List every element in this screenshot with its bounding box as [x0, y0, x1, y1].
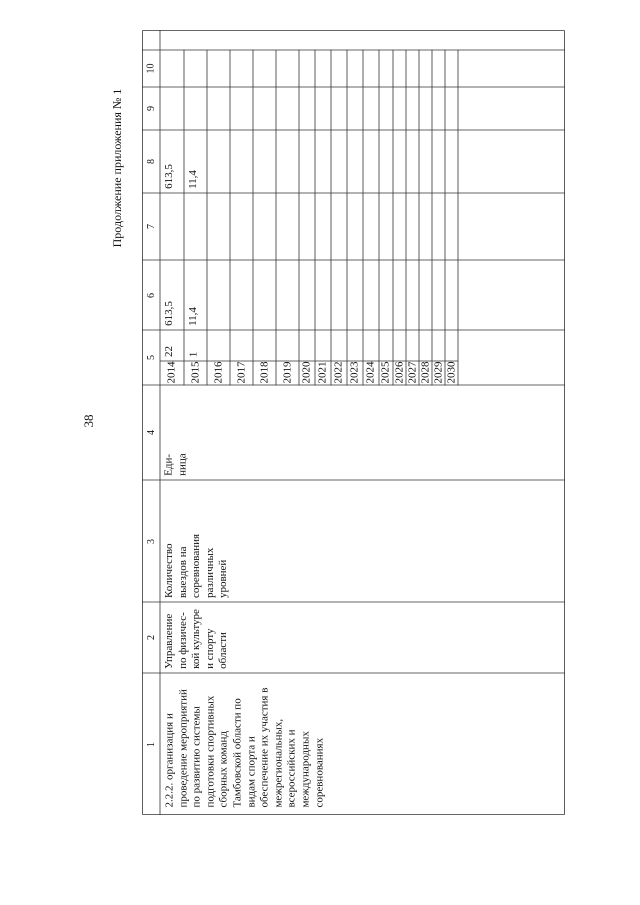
- year-2014: 2014: [165, 361, 178, 383]
- unit-of-measure-line: Еди-: [162, 453, 175, 476]
- column-number-6: 6: [145, 292, 157, 298]
- activity-description-line: сборных команд: [217, 730, 230, 808]
- year-2019: 2019: [281, 361, 293, 383]
- indicator-name-line: Количество: [163, 543, 176, 599]
- column-number-8: 8: [145, 159, 157, 164]
- activity-description-line: по развитию системы: [190, 705, 203, 808]
- year-2025: 2025: [379, 361, 392, 383]
- year-2021: 2021: [316, 361, 329, 383]
- year-2016: 2016: [212, 361, 224, 383]
- indicator-name-line: соревнования: [190, 533, 203, 599]
- activity-description-line: обеспечение их участия в: [258, 687, 271, 808]
- responsible-executor-line: области: [217, 632, 230, 669]
- activity-description-line: Тамбовской области по: [230, 697, 243, 808]
- indicator-name-line: выездов на: [176, 546, 189, 599]
- activity-description-line: всероссийских и: [285, 728, 298, 808]
- year-2027: 2027: [406, 361, 418, 383]
- year-2023: 2023: [348, 361, 361, 383]
- column-number-4: 4: [145, 430, 157, 435]
- year-2028: 2028: [419, 361, 431, 383]
- funding-regional-2014: 613,5: [162, 164, 175, 189]
- column-number-10: 10: [145, 63, 157, 74]
- column-number-5: 5: [145, 355, 157, 360]
- year-2029: 2029: [432, 361, 444, 383]
- indicator-name-line: уровней: [217, 559, 230, 599]
- rotated-data-table: [142, 30, 565, 815]
- column-number-1: 1: [145, 741, 157, 747]
- year-2024: 2024: [364, 361, 377, 383]
- responsible-executor-line: кой культуре: [190, 609, 203, 669]
- responsible-executor-line: Управление: [162, 613, 175, 669]
- indicator-name-line: различных: [203, 547, 216, 599]
- funding-total-2015: 11,4: [186, 307, 199, 326]
- funding-regional-2015: 11,4: [186, 170, 199, 189]
- responsible-executor-line: по физичес-: [176, 612, 189, 669]
- page-number: 38: [81, 414, 96, 428]
- indicator-value-2014: 22: [163, 346, 175, 357]
- activity-description-line: подготовки спортивных: [203, 695, 216, 808]
- activity-description-line: международных: [298, 730, 311, 808]
- activity-description-line: видам спорта и: [244, 735, 257, 808]
- unit-of-measure-line: ница: [176, 453, 189, 476]
- unit-of-measure: [163, 453, 190, 476]
- appendix-continuation-note: Продолжение приложения № 1: [110, 88, 124, 248]
- year-2020: 2020: [300, 361, 313, 383]
- year-2026: 2026: [393, 361, 405, 383]
- year-2017: 2017: [235, 361, 247, 383]
- column-number-3: 3: [145, 538, 157, 544]
- activity-description-line: проведение мероприятий: [176, 688, 189, 808]
- responsible-executor: [163, 609, 231, 669]
- year-2015: 2015: [189, 361, 201, 383]
- activity-description-line: соревнованиях: [312, 737, 325, 808]
- indicator-value-2015: 1: [186, 351, 199, 357]
- activity-description-line: межрегиональных,: [271, 718, 284, 808]
- funding-total-2014: 613,5: [162, 301, 175, 326]
- indicator-name: [163, 534, 231, 598]
- activity-description: [163, 687, 326, 807]
- column-number-7: 7: [145, 224, 157, 229]
- year-2018: 2018: [258, 361, 270, 383]
- column-number-2: 2: [145, 635, 157, 640]
- activity-description-line: 2.2.2. организация и: [162, 712, 175, 808]
- year-2030: 2030: [445, 361, 457, 383]
- year-2022: 2022: [332, 361, 345, 383]
- column-number-9: 9: [145, 106, 157, 111]
- responsible-executor-line: и спорту: [203, 628, 216, 669]
